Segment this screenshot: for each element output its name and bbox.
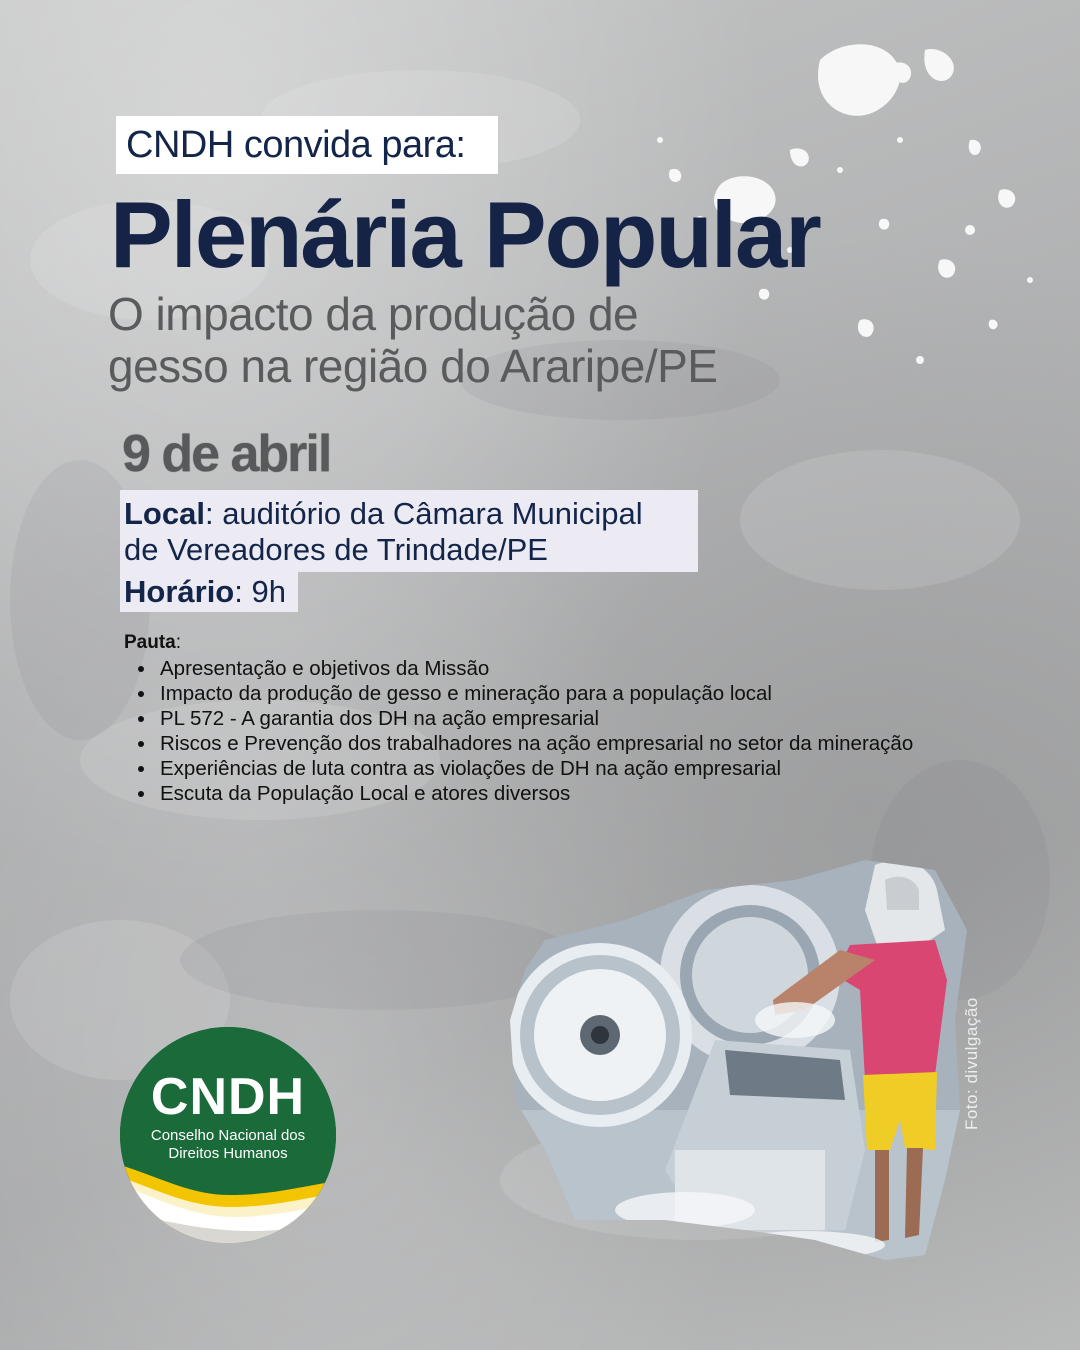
logo-full-name: Conselho Nacional dos Direitos Humanos [150,1127,306,1162]
agenda-item: Impacto da produção de gesso e mineração para a população local [160,681,940,706]
cndh-logo [120,1027,336,1243]
time-label: Horário [124,574,235,609]
agenda-list [128,656,940,806]
agenda-item: Riscos e Prevenção dos trabalhadores na ação empresarial no setor da mineração [160,731,940,756]
local-line-2: de Vereadores de Trindade/PE [124,532,548,567]
time-info [120,572,298,612]
time-value: : 9h [234,574,286,609]
worker-crusher-photo [505,850,975,1260]
local-info [120,490,698,572]
agenda-item: Escuta da População Local e atores diversos [160,781,940,806]
subtitle-line-1: O impacto da produção de [108,288,639,340]
subtitle-line-2: gesso na região do Araripe/PE [108,340,718,392]
photo-credit: Foto: divulgação [962,997,981,1130]
agenda-label-suffix: : [175,632,182,653]
event-title: Plenária Popular [110,182,820,287]
logo-acronym: CNDH [150,1068,306,1126]
agenda-item: Experiências de luta contra as violações de DH na ação empresarial [160,756,940,781]
agenda-label [124,632,181,654]
agenda-label-text: Pauta [124,632,176,653]
local-value-1: : auditório da Câmara Municipal [204,496,643,531]
agenda-item: Apresentação e objetivos da Missão [160,656,940,681]
local-line-1 [124,496,694,532]
agenda-item: PL 572 - A garantia dos DH na ação empresarial [160,706,940,731]
event-date: 9 de abril [122,425,331,483]
invite-box [116,116,498,174]
event-subtitle [108,288,868,392]
time-line [124,572,294,612]
local-label: Local [124,496,205,531]
invite-text: CNDH convida para: [126,123,466,166]
